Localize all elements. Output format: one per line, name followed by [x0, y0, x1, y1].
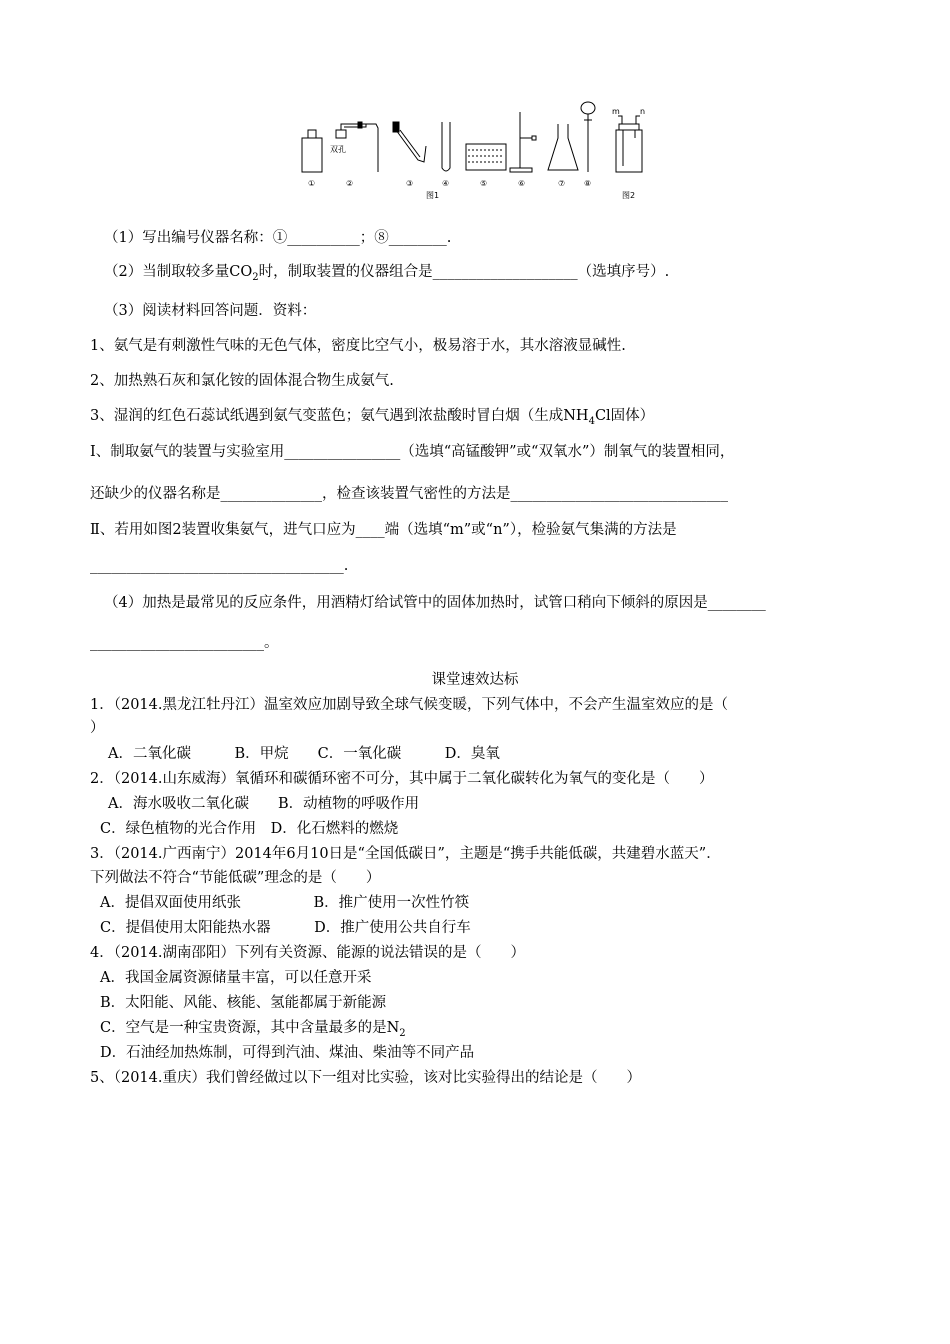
problem-3-cont: 下列做法不符合“节能低碳”理念的是（ ）: [90, 870, 381, 886]
label-3: ③: [406, 179, 414, 188]
question-4-line-1: （4）加热是最常见的反应条件，用酒精灯给试管中的固体加热时，试管口稍向下倾斜的原因是________: [104, 595, 766, 611]
label-7: ⑦: [558, 179, 566, 188]
part-ii-line-1: Ⅱ、若用如图2装置收集氨气，进气口应为____端（选填“m”或“n”），检验氨气集满的方法是: [90, 522, 677, 538]
problem-1-cont: ）: [90, 720, 105, 736]
problem-4-option-a: A．我国金属资源储量丰富，可以任意开采: [100, 970, 372, 986]
question-4-line-2: ________________________。: [90, 635, 279, 651]
section-title: 课堂速效达标: [431, 672, 519, 688]
water-trough: [466, 144, 506, 170]
subscript: 2: [252, 271, 259, 283]
question-2: [104, 262, 669, 288]
question-2-text: （2）当制取较多量CO: [104, 264, 253, 280]
material-2: 2、加热熟石灰和氯化铵的固体混合物生成氨气.: [90, 373, 394, 389]
label-4: ④: [442, 179, 450, 188]
label-2: ②: [346, 179, 354, 188]
problem-2-options-ab: A．海水吸收二氧化碳 B．动植物的呼吸作用: [108, 796, 420, 812]
question-3: （3）阅读材料回答问题．资料：: [104, 303, 317, 319]
subscript: 4: [588, 415, 595, 427]
problem-2-options-cd: C．绿色植物的光合作用 D．化石燃料的燃烧: [100, 821, 399, 837]
problem-4-option-b: B．太阳能、风能、核能、氢能都属于新能源: [100, 995, 387, 1011]
material-3-text-tail: Cl固体）: [594, 408, 655, 424]
conical-flask: [548, 124, 578, 170]
problem-3-options-ab: A．提倡双面使用纸张 B．推广使用一次性竹筷: [100, 895, 470, 911]
bent-glass-tube: [393, 122, 426, 162]
part-i-line-1: Ⅰ、制取氨气的装置与实验室用________________（选填“高锰酸钾”或“双氧水”）制氧气的装置相同，: [90, 444, 735, 460]
question-1: （1）写出编号仪器名称：①__________；⑧________.: [104, 230, 452, 246]
port-n: n: [640, 107, 646, 116]
separatory-funnel: [581, 102, 595, 172]
fig1-caption: 图1: [426, 191, 440, 200]
gas-washing-bottle: [616, 116, 642, 172]
part-i-line-2: 还缺少的仪器名称是______________，检查该装置气密性的方法是______________________________: [90, 486, 728, 502]
material-3-text: 3、湿润的红色石蕊试纸遇到氨气变蓝色；氨气遇到浓盐酸时冒白烟（生成NH: [90, 408, 589, 424]
test-tube: [442, 122, 450, 171]
label-6: ⑥: [518, 179, 526, 188]
problem-1: 1．（2014.黑龙江牡丹江）温室效应加剧导致全球气候变暖，下列气体中，不会产生温室效应的是（: [90, 697, 728, 713]
label-5: ⑤: [480, 179, 488, 188]
problem-4: 4．（2014.湖南邵阳）下列有关资源、能源的说法错误的是（ ）: [90, 945, 525, 961]
fig2-caption: 图2: [622, 191, 636, 200]
problem-2: 2．（2014.山东威海）氧循环和碳循环密不可分，其中属于二氧化碳转化为氧气的变化是（ ）: [90, 771, 714, 787]
problem-4-option-c: [100, 1018, 406, 1044]
apparatus-figure: [296, 94, 666, 204]
problem-3: 3．（2014.广西南宁）2014年6月10日是“全国低碳日”，主题是“携手共能低碳，共建碧水蓝天”．: [90, 846, 721, 862]
question-2-text-tail: 时，制取装置的仪器组合是____________________（选填序号）.: [258, 264, 670, 280]
iron-stand: [510, 112, 536, 172]
label-8: ⑧: [584, 179, 592, 188]
problem-5: 5、（2014.重庆）我们曾经做过以下一组对比实验，该对比实验得出的结论是（ ）: [90, 1070, 641, 1086]
subscript: 2: [399, 1027, 406, 1039]
double-hole-label: 双孔: [330, 145, 346, 154]
problem-4-option-c-text: C．空气是一种宝贵资源，其中含量最多的是N: [100, 1020, 400, 1036]
port-m: m: [612, 107, 620, 116]
label-1: ①: [308, 179, 316, 188]
problem-4-option-d: D．石油经加热炼制，可得到汽油、煤油、柴油等不同产品: [100, 1045, 475, 1061]
part-ii-line-2: ___________________________________.: [90, 558, 349, 574]
reagent-bottle: [302, 130, 322, 172]
material-1: 1、氨气是有刺激性气味的无色气体，密度比空气小，极易溶于水，其水溶液显碱性.: [90, 338, 626, 354]
problem-1-options: A．二氧化碳 B．甲烷 C．一氧化碳 D．臭氧: [108, 746, 500, 762]
problem-3-options-cd: C．提倡使用太阳能热水器 D．推广使用公共自行车: [100, 920, 471, 936]
material-3: [90, 406, 654, 432]
